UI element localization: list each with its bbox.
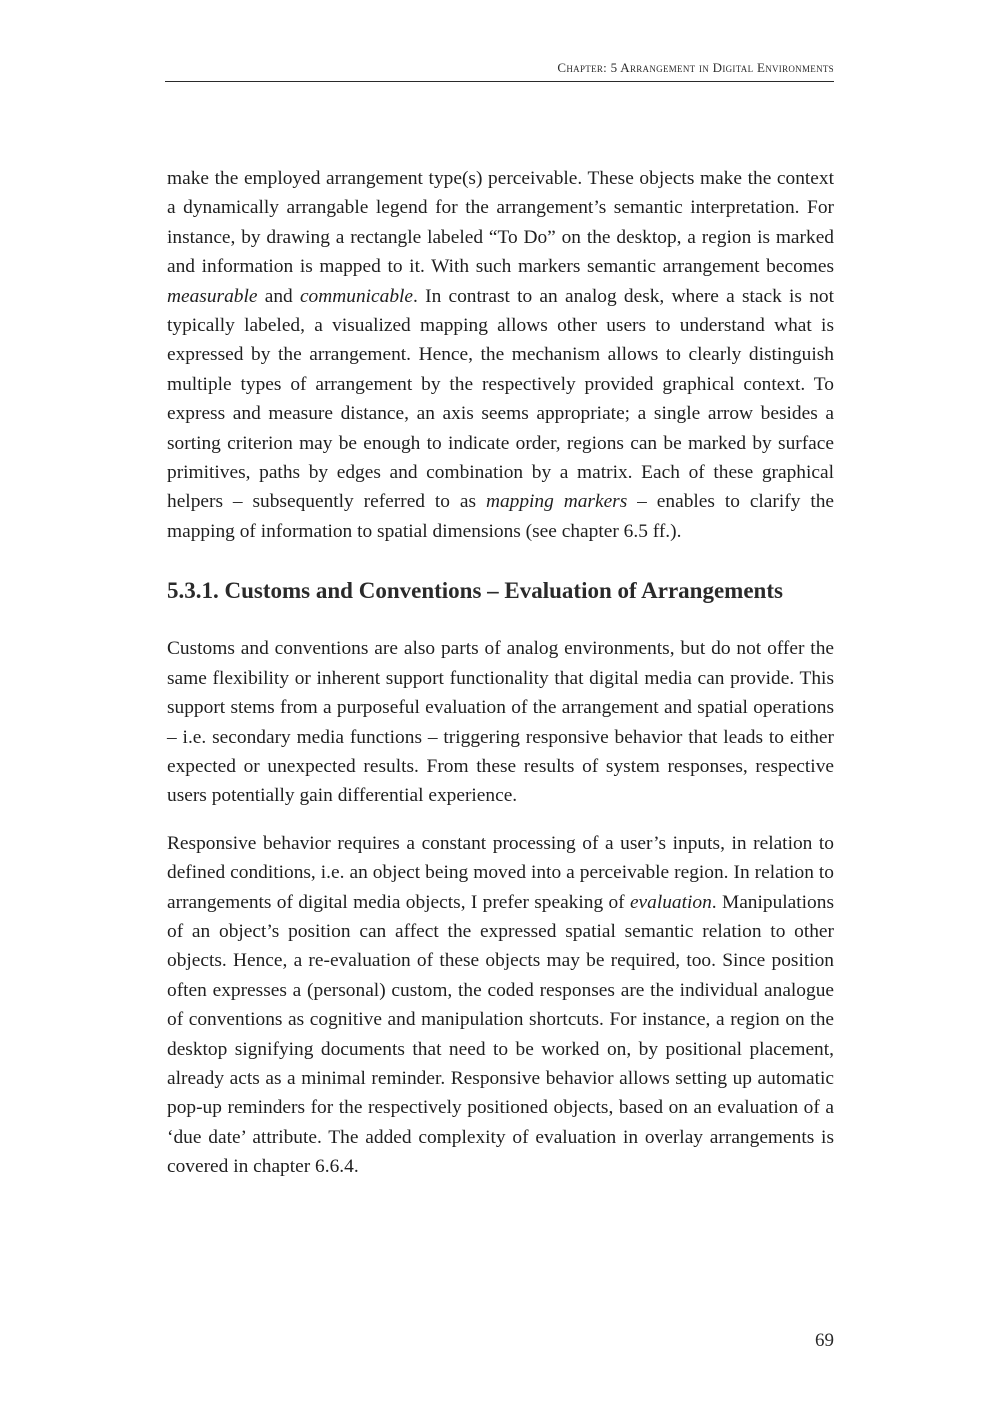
body-paragraph-3 bbox=[167, 829, 834, 1182]
header-rule bbox=[165, 81, 834, 82]
paragraph-3-text-b: . Manipulations of an object’s position can affect the expressed spatial semantic relation to other objects. Hence, a re-evaluation of these objects may be required, too. Since position often expresses a (personal) custom, the coded responses are the individual analogue of conventions as cognitive and manipulation shortcuts. For instance, a region on the desktop signifying documents that need to be worked on, by positional placement, already acts as a minimal reminder. Responsive behavior allows setting up automatic pop-up reminders for the respectively positioned objects, based on an evaluation of a ‘due date’ attribute. The added complexity of evaluation in overlay arrangements is covered in chapter 6.6.4. bbox=[167, 891, 834, 1178]
body-paragraph-2: Customs and conventions are also parts of analog environments, but do not offer the same flexibility or inherent support functionality that digital media can provide. This support stems from a purposeful evaluation of the arrangement and spatial operations – i.e. secondary media functions – triggering responsive behavior that leads to either expected or unexpected results. From these results of system responses, respective users potentially gain differential experience. bbox=[167, 638, 834, 807]
emphasis-mapping-markers: mapping markers bbox=[485, 491, 628, 513]
paragraph-1-text-c: . In contrast to an analog desk, where a stack is not typically labeled, a visualized mapping allows other users to understand what is expressed by the arrangement. Hence, the mechanism allows to clearly distinguish multiple types of arrangement by the respectively provided graphical context. To express and measure distance, an axis seems appropriate; a single arrow besides a sorting criterion may be enough to indicate order, regions can be marked by surface primitives, paths by edges and combination by a matrix. Each of these graphical helpers – subsequently referred to as bbox=[167, 285, 834, 513]
emphasis-measurable: measurable bbox=[167, 285, 258, 307]
body-paragraph-1 bbox=[167, 164, 834, 546]
paragraph-1-text-a: make the employed arrangement type(s) perceivable. These objects make the context a dynamically arrangable legend for the arrangement’s semantic interpretation. For instance, by drawing a rectangle labeled “To Do” on the desktop, a region is marked and information is mapped to it. With such markers semantic arrangement becomes bbox=[167, 168, 834, 278]
running-head: Chapter: 5 Arrangement in Digital Environments bbox=[557, 60, 834, 75]
page-number: 69 bbox=[815, 1330, 834, 1351]
page-body bbox=[167, 164, 834, 1182]
emphasis-communicable: communicable bbox=[299, 285, 414, 307]
paragraph-1-text-d: – enables to clarify the mapping of information to spatial dimensions (see chapter 6.5 ff.). bbox=[167, 491, 835, 542]
paragraph-1-text-b: and bbox=[257, 285, 300, 307]
emphasis-evaluation: evaluation bbox=[629, 891, 712, 913]
section-heading: 5.3.1. Customs and Conventions – Evaluation of Arrangements bbox=[167, 578, 783, 604]
paragraph-3-text-a: Responsive behavior requires a constant processing of a user’s inputs, in relation to defined conditions, i.e. an object being moved into a perceivable region. In relation to arrangements of digital media objects, I prefer speaking of bbox=[167, 832, 834, 913]
